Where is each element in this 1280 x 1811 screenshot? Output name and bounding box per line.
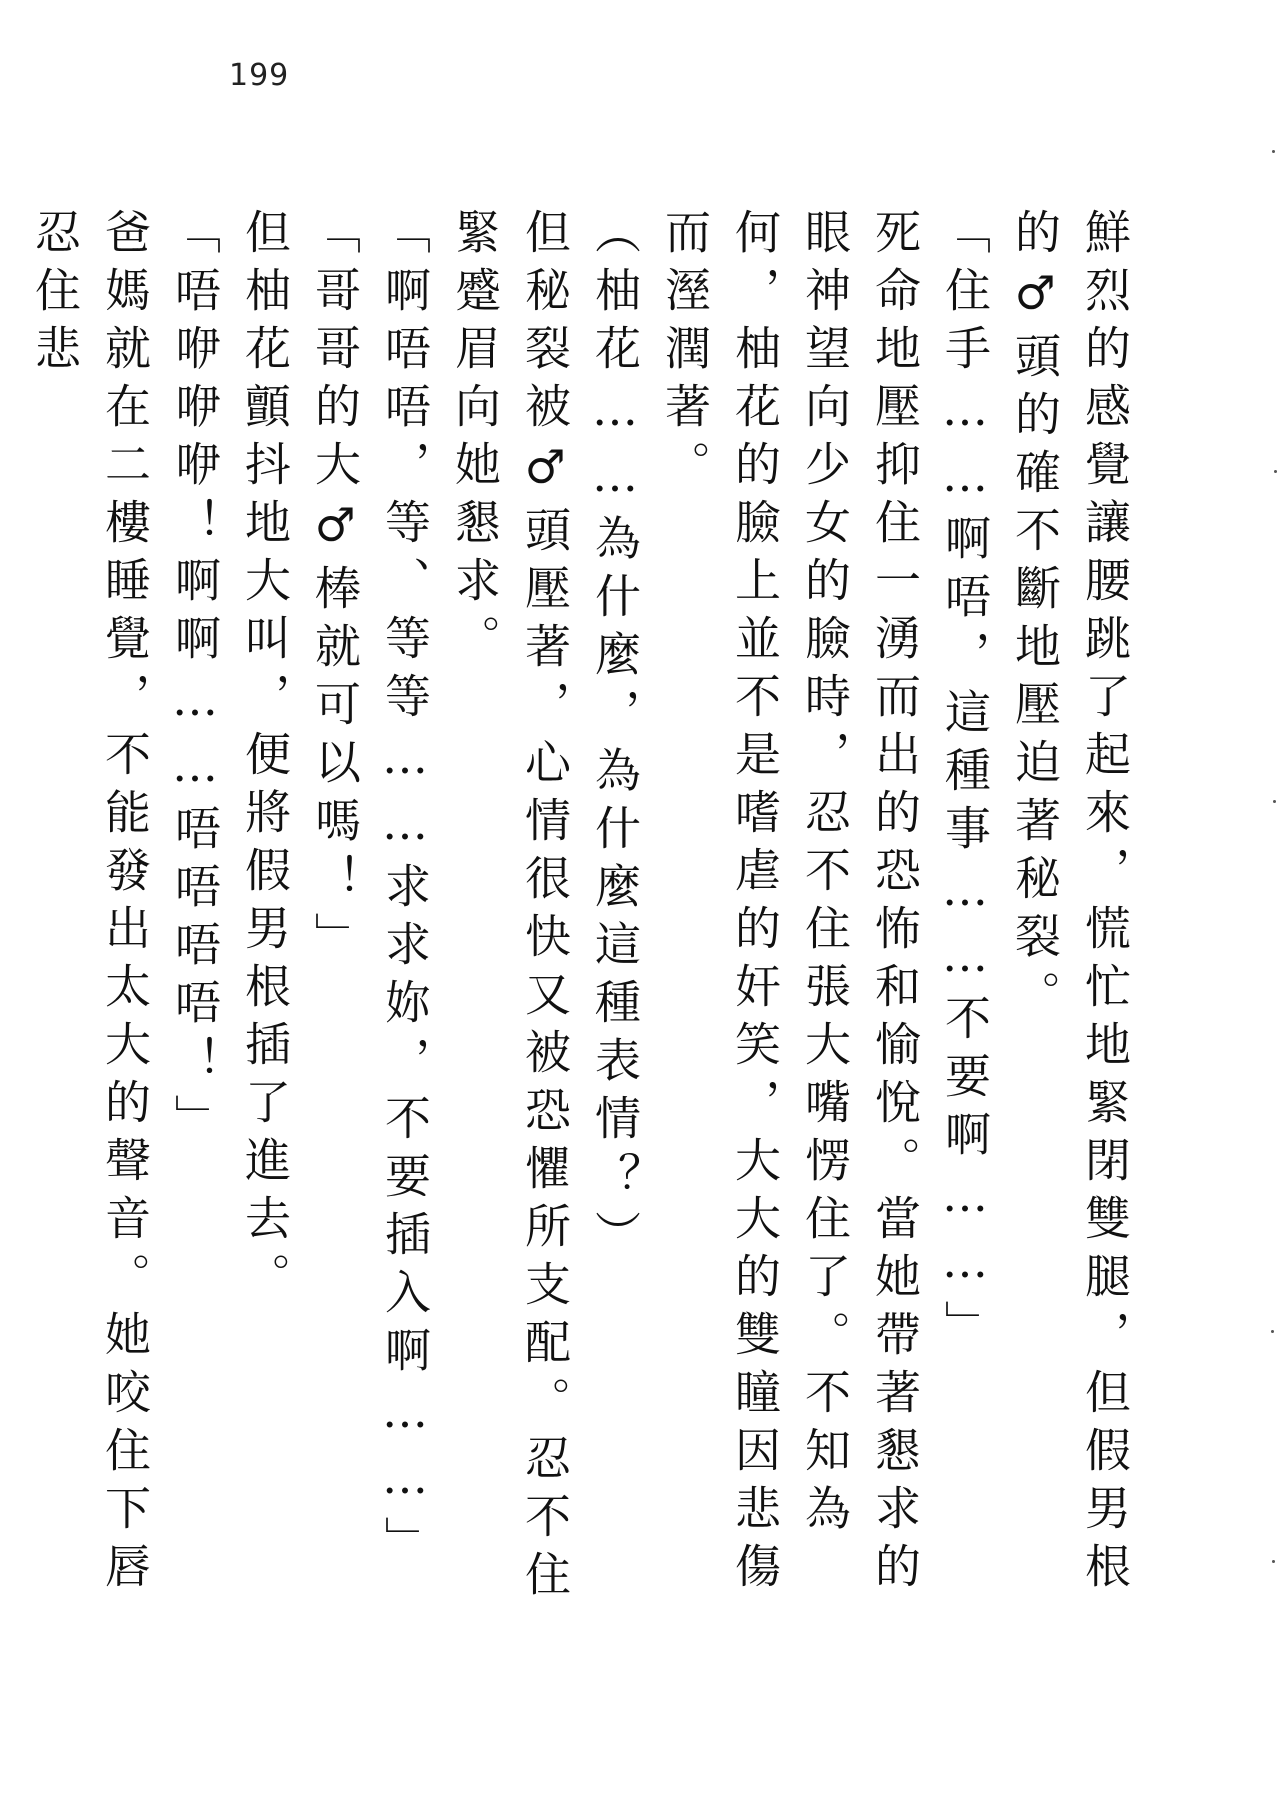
paragraph-6: 「啊唔唔，等、等等……求求妳，不要插入啊……」 [378,208,432,1574]
paragraph-4: （柚花……為什麼，為什麼這種表情？） [588,208,642,1268]
paragraph-9: 「唔咿咿咿！啊啊……唔唔唔唔！」 [168,208,222,1152]
paragraph-10: 爸媽就在二樓睡覺，不能發出太大的聲音。她咬住下唇忍住悲 [28,208,152,1600]
paragraph-5: 但秘裂被♂頭壓著，心情很快又被恐懼所支配。忍不住緊蹙眉向她懇求。 [448,208,572,1608]
vertical-text-block [20,208,1140,1608]
scan-speck [1273,800,1276,803]
paragraph-7: 「哥哥的大♂棒就可以嗎！」 [308,208,362,970]
scan-speck [1271,1330,1274,1333]
scan-speck [1272,150,1275,153]
scan-speck [1272,1560,1275,1563]
paragraph-2: 「住手……啊唔，這種事……不要啊……」 [938,208,992,1358]
page-number: 199 [229,58,290,93]
scan-speck [1274,470,1277,473]
paragraph-3: 死命地壓抑住一湧而出的恐怖和愉悅。當她帶著懇求的眼神望向少女的臉時，忍不住張大嘴愣住了。不知為何，柚花的臉上並不是嗜虐的奸笑，大大的雙瞳因悲傷而溼潤著。 [658,208,922,1600]
paragraph-1: 鮮烈的感覺讓腰跳了起來，慌忙地緊閉雙腿，但假男根的♂頭的確不斷地壓迫著秘裂。 [1008,208,1132,1600]
paragraph-8: 但柚花顫抖地大叫，便將假男根插了進去。 [238,208,292,1310]
